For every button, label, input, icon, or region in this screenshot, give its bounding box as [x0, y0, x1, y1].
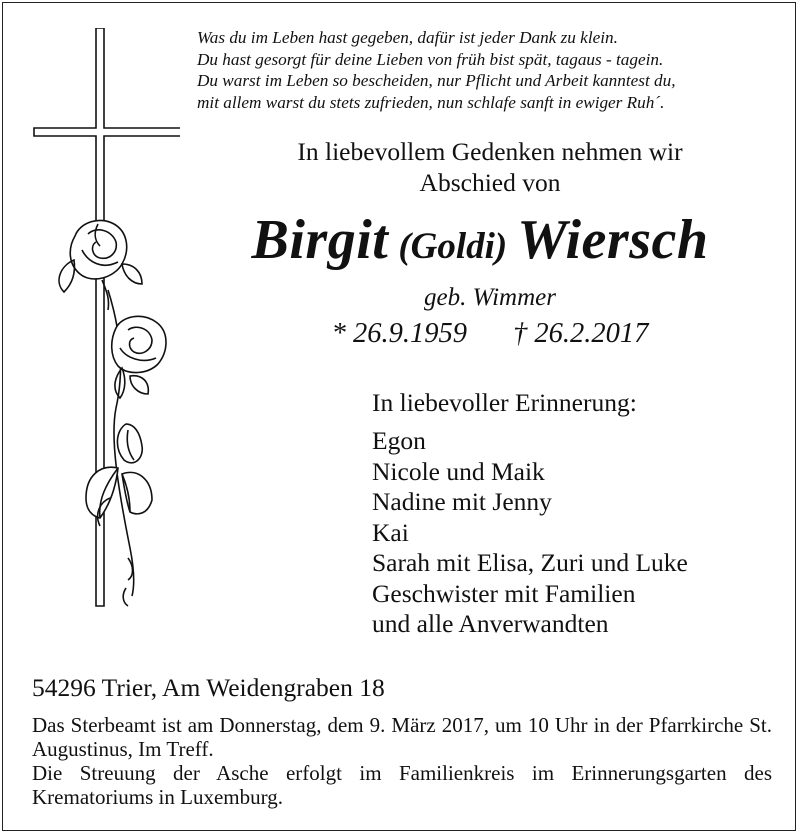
- poem-line: Du hast gesorgt für deine Lieben von früh bist spät, tagaus - tagein.: [197, 49, 664, 69]
- life-dates: [220, 318, 760, 350]
- poem-line: mit allem warst du stets zufrieden, nun schlafe sanft in ewiger Ruh´.: [197, 92, 665, 112]
- mourner-item: Geschwister mit Familien: [372, 578, 636, 608]
- mourner-item: Nadine mit Jenny: [372, 487, 552, 516]
- service-notice: [32, 713, 772, 809]
- nickname: (Goldi): [398, 226, 508, 267]
- farewell-intro: [220, 136, 760, 198]
- birth-date: * 26.9.1959: [331, 318, 467, 349]
- intro-line-2: Abschied von: [419, 168, 561, 197]
- mourners-list: [372, 426, 688, 640]
- mourner-item: Nicole und Maik: [372, 456, 545, 486]
- ash-scattering-info: Die Streuung der Asche erfolgt im Familienkreis im Erinnerungsgarten des Krematoriums in Luxemburg.: [32, 761, 772, 809]
- mourner-item: und alle Anverwandten: [372, 609, 609, 638]
- last-name: Wiersch: [517, 209, 709, 271]
- remembrance-heading: In liebevoller Erinnerung:: [372, 388, 637, 417]
- first-name: Birgit: [251, 209, 389, 271]
- family-address: 54296 Trier, Am Weidengraben 18: [32, 673, 385, 702]
- maiden-name: geb. Wimmer: [424, 284, 556, 311]
- poem-line: Du warst im Leben so bescheiden, nur Pflicht und Arbeit kanntest du,: [197, 71, 676, 91]
- mourner-item: Kai: [372, 517, 409, 547]
- death-date: † 26.2.2017: [513, 318, 649, 349]
- mourner-item: Egon: [372, 426, 426, 455]
- poem-line: Was du im Leben hast gegeben, dafür ist jeder Dank zu klein.: [197, 28, 618, 47]
- mourner-item: Sarah mit Elisa, Zuri und Luke: [372, 548, 688, 577]
- deceased-name: [150, 208, 800, 272]
- cross-with-roses-icon: [30, 28, 180, 628]
- intro-line-1: In liebevollem Gedenken nehmen wir: [297, 137, 683, 166]
- requiem-info: Das Sterbeamt ist am Donnerstag, dem 9. März 2017, um 10 Uhr in der Pfarrkirche St. Augustinus, Im Treff.: [32, 713, 772, 761]
- memorial-poem: [197, 27, 787, 113]
